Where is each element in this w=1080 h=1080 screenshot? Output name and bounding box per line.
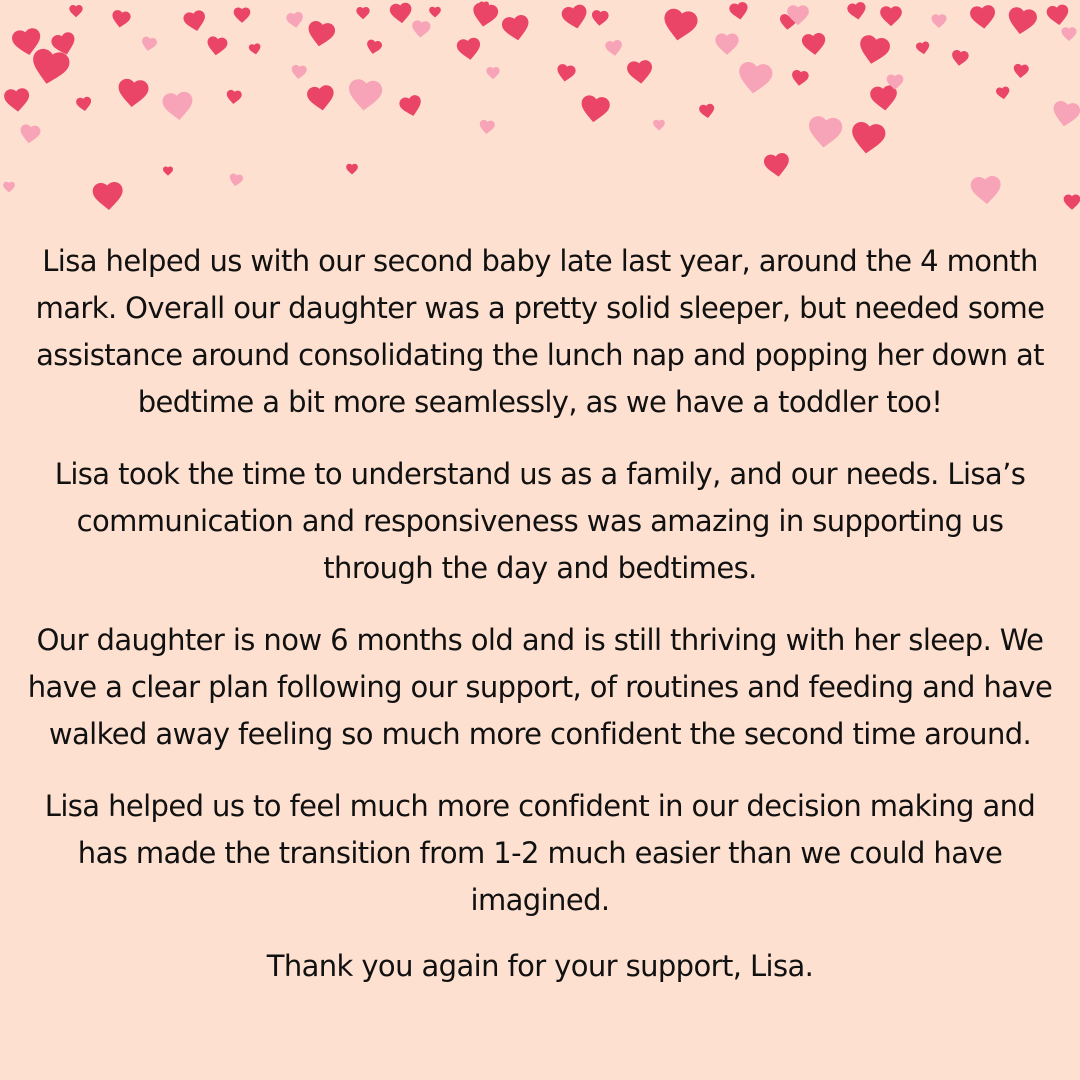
heart-icon: [477, 117, 497, 137]
heart-icon: [603, 37, 626, 60]
heart-icon: [395, 90, 427, 122]
heart-icon: [589, 7, 611, 29]
heart-icon: [203, 32, 230, 59]
heart-icon: [158, 86, 198, 126]
heart-icon: [697, 101, 717, 121]
heart-icon: [1011, 61, 1031, 81]
heart-icon: [994, 84, 1012, 102]
heart-icon: [89, 177, 127, 215]
heart-icon: [232, 5, 252, 25]
heart-icon: [1047, 95, 1080, 132]
heart-icon: [1, 84, 34, 117]
heart-icon: [113, 73, 153, 113]
heart-icon: [713, 30, 741, 58]
heart-icon: [363, 36, 384, 57]
heart-icon: [227, 171, 246, 190]
heart-icon: [497, 9, 534, 46]
heart-icon: [303, 80, 339, 116]
hearts-confetti-banner: [0, 0, 1080, 230]
heart-icon: [409, 17, 433, 41]
heart-icon: [576, 90, 614, 128]
heart-icon: [553, 60, 578, 85]
testimonial-paragraph-2: Lisa took the time to understand us as a family, and our needs. Lisa’s communication and responsiveness was amazing in supporting us through the day and bedtimes.: [54, 457, 1026, 585]
heart-icon: [844, 0, 869, 24]
heart-icon: [885, 72, 905, 92]
heart-icon: [68, 3, 84, 19]
heart-icon: [1002, 1, 1041, 40]
heart-icon: [652, 118, 666, 132]
heart-icon: [967, 1, 1000, 34]
testimonial-text: [20, 238, 1060, 990]
heart-icon: [726, 0, 751, 24]
heart-icon: [853, 29, 896, 72]
heart-icon: [289, 62, 309, 82]
heart-icon: [355, 5, 371, 21]
heart-icon: [760, 148, 794, 182]
heart-icon: [624, 56, 657, 89]
heart-icon: [108, 6, 133, 31]
heart-icon: [657, 2, 703, 48]
testimonial-paragraph-1: Lisa helped us with our second baby late last year, around the 4 month mark. Overall our daughter was a pretty solid sleeper, but needed some assistance around consolidating the lunch nap and popping her down at bedtime a bit more seamlessly, as we have a toddler too!: [35, 244, 1045, 419]
heart-icon: [478, 0, 490, 12]
heart-icon: [343, 73, 387, 117]
heart-icon: [799, 29, 830, 60]
heart-icon: [930, 12, 948, 30]
heart-icon: [74, 94, 94, 114]
heart-icon: [732, 55, 777, 100]
heart-icon: [138, 33, 159, 54]
heart-icon: [453, 33, 485, 65]
heart-icon: [557, 0, 593, 35]
heart-icon: [162, 165, 174, 177]
testimonial-paragraph-4: Lisa helped us to feel much more confident in our decision making and has made the transition from 1-2 much easier than we could have imagined.: [44, 789, 1036, 917]
heart-icon: [949, 47, 972, 70]
heart-icon: [224, 87, 244, 107]
heart-icon: [2, 180, 16, 194]
testimonial-closing: Thank you again for your support, Lisa.: [266, 949, 814, 983]
heart-icon: [485, 65, 501, 81]
heart-icon: [803, 110, 847, 154]
heart-icon: [302, 15, 339, 52]
heart-icon: [789, 67, 812, 90]
heart-icon: [785, 2, 811, 28]
heart-icon: [345, 162, 359, 176]
heart-icon: [47, 27, 81, 61]
heart-icon: [16, 120, 43, 147]
heart-icon: [878, 3, 904, 29]
heart-icon: [247, 41, 263, 57]
heart-icon: [967, 171, 1005, 209]
heart-icon: [428, 5, 442, 19]
heart-icon: [914, 39, 933, 58]
heart-icon: [1062, 192, 1080, 212]
heart-icon: [284, 9, 307, 32]
heart-icon: [845, 115, 890, 160]
heart-icon: [1060, 25, 1078, 43]
testimonial-paragraph-3: Our daughter is now 6 months old and is still thriving with her sleep. We have a clear plan following our support, of routines and feeding and have walked away feeling so much more confident the second time around.: [27, 623, 1053, 751]
